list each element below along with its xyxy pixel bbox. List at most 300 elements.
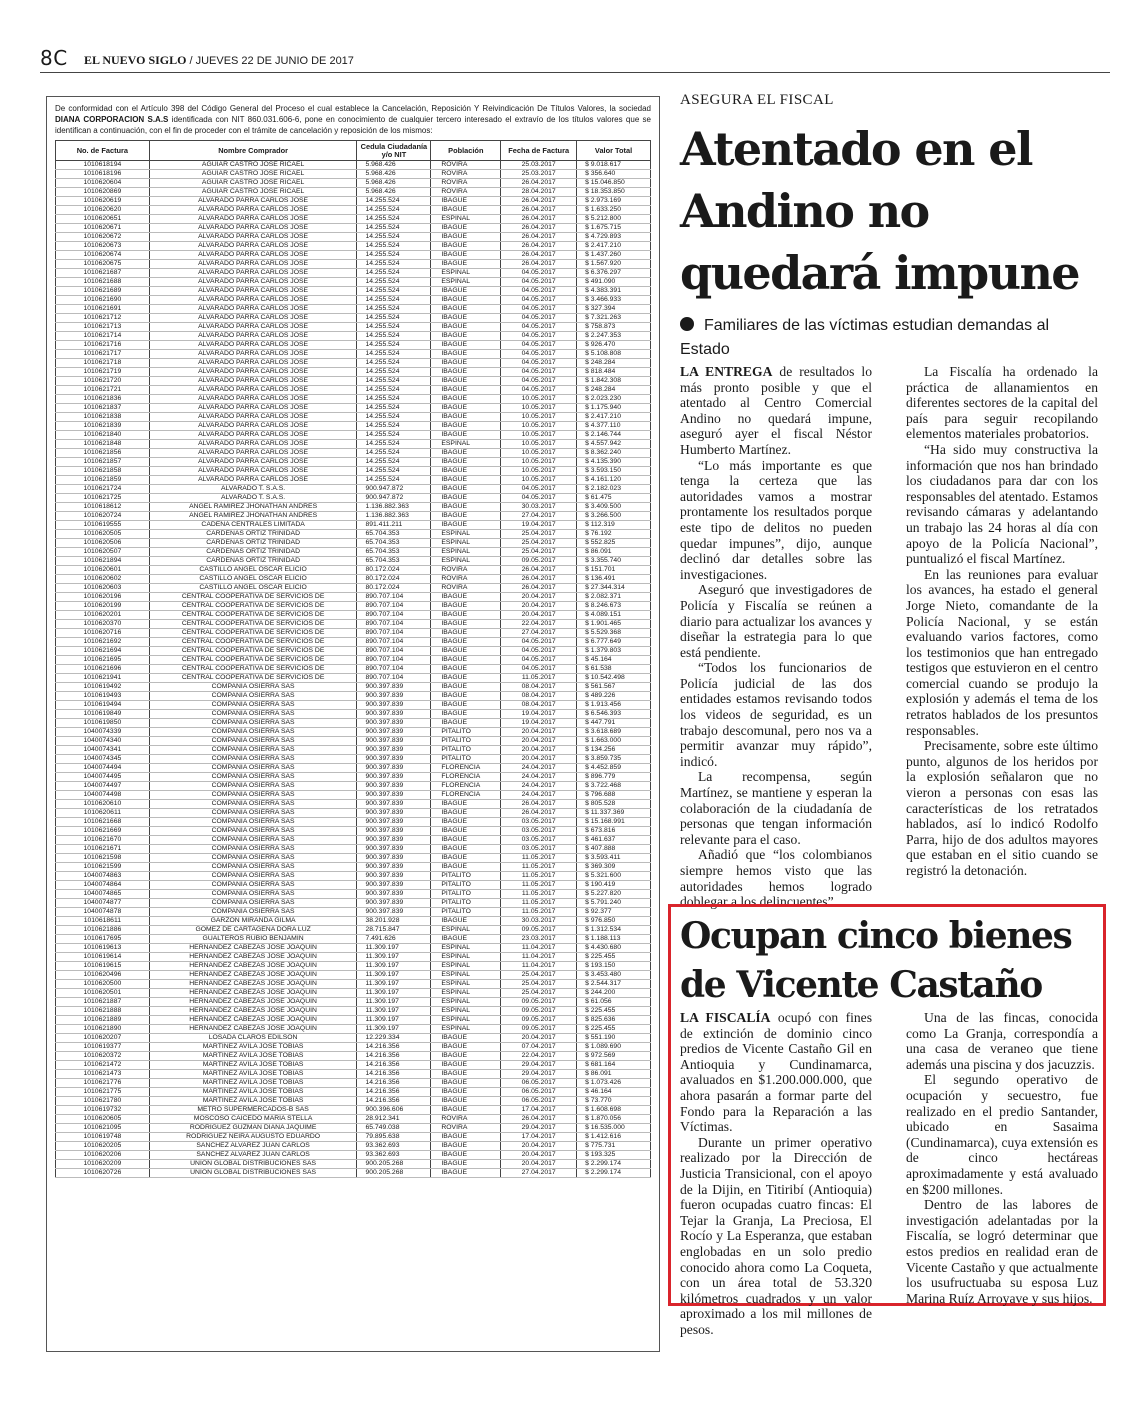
- cell-town: IBAGUE: [431, 692, 501, 701]
- cell-total-value: $ 8.246.673: [577, 602, 651, 611]
- cell-invoice-number: 1010621837: [56, 404, 150, 413]
- cell-invoice-date: 22.04.2017: [501, 620, 577, 629]
- cell-invoice-number: 1010621687: [56, 269, 150, 278]
- cell-town: IBAGUE: [431, 512, 501, 521]
- table-row: [56, 674, 651, 683]
- cell-town: IBAGUE: [431, 296, 501, 305]
- cell-buyer-name: MARTINEZ AVILA JOSE TOBIAS: [149, 1052, 357, 1061]
- cell-invoice-date: 04.05.2017: [501, 485, 577, 494]
- cell-invoice-date: 24.04.2017: [501, 773, 577, 782]
- cell-town: IBAGUE: [431, 1070, 501, 1079]
- table-row: [56, 296, 651, 305]
- cell-total-value: $ 1.073.426: [577, 1079, 651, 1088]
- cell-id-nit: 900.397.839: [357, 737, 431, 746]
- cell-total-value: $ 3.266.500: [577, 512, 651, 521]
- cell-buyer-name: COMPAÑIA OSIERRA SAS: [149, 791, 357, 800]
- cell-total-value: $ 86.091: [577, 548, 651, 557]
- cell-town: IBAGUE: [431, 359, 501, 368]
- table-row: [56, 179, 651, 188]
- cell-id-nit: 79.895.638: [357, 1133, 431, 1142]
- cell-total-value: $ 1.412.616: [577, 1133, 651, 1142]
- cell-buyer-name: MARTINEZ AVILA JOSE TOBIAS: [149, 1079, 357, 1088]
- cell-invoice-date: 10.05.2017: [501, 431, 577, 440]
- cell-id-nit: 11.309.197: [357, 971, 431, 980]
- cell-buyer-name: ALVARADO PARRA CARLOS JOSE: [149, 440, 357, 449]
- cell-invoice-number: 1010620206: [56, 1151, 150, 1160]
- cell-buyer-name: ALVARADO PARRA CARLOS JOSE: [149, 305, 357, 314]
- cell-buyer-name: COMPAÑIA OSIERRA SAS: [149, 836, 357, 845]
- table-row: [56, 602, 651, 611]
- cell-id-nit: 890.707.104: [357, 665, 431, 674]
- cell-town: IBAGUE: [431, 332, 501, 341]
- cell-invoice-date: 11.05.2017: [501, 863, 577, 872]
- cell-invoice-date: 09.05.2017: [501, 1016, 577, 1025]
- cell-id-nit: 891.411.211: [357, 521, 431, 530]
- cell-invoice-number: 1040074345: [56, 755, 150, 764]
- cell-total-value: $ 134.256: [577, 746, 651, 755]
- cell-total-value: $ 551.190: [577, 1034, 651, 1043]
- cell-id-nit: 890.707.104: [357, 593, 431, 602]
- cell-town: IBAGUE: [431, 611, 501, 620]
- cell-town: IBAGUE: [431, 710, 501, 719]
- cell-buyer-name: ALVARADO PARRA CARLOS JOSE: [149, 341, 357, 350]
- cell-invoice-date: 10.05.2017: [501, 467, 577, 476]
- cell-invoice-date: 20.04.2017: [501, 611, 577, 620]
- cell-id-nit: 93.362.693: [357, 1151, 431, 1160]
- table-row: [56, 305, 651, 314]
- cell-invoice-date: 20.04.2017: [501, 1142, 577, 1151]
- cell-town: IBAGUE: [431, 665, 501, 674]
- table-row: [56, 161, 651, 170]
- cell-buyer-name: COMPAÑIA OSIERRA SAS: [149, 728, 357, 737]
- cell-invoice-date: 29.04.2017: [501, 1124, 577, 1133]
- cell-id-nit: 14.255.524: [357, 287, 431, 296]
- cell-town: IBAGUE: [431, 287, 501, 296]
- cell-invoice-date: 29.04.2017: [501, 1061, 577, 1070]
- cell-town: ESPINAL: [431, 962, 501, 971]
- cell-id-nit: 14.255.524: [357, 467, 431, 476]
- cell-invoice-date: 25.04.2017: [501, 530, 577, 539]
- cell-id-nit: 7.491.626: [357, 935, 431, 944]
- cell-total-value: $ 1.675.715: [577, 224, 651, 233]
- cell-id-nit: 900.396.606: [357, 1106, 431, 1115]
- cell-invoice-number: 1010620726: [56, 1169, 150, 1178]
- cell-town: FLORENCIA: [431, 791, 501, 800]
- table-row: [56, 458, 651, 467]
- article2-column-2: [906, 1010, 1098, 1306]
- cell-invoice-number: 1010621714: [56, 332, 150, 341]
- table-row: [56, 503, 651, 512]
- cell-id-nit: 14.255.524: [357, 422, 431, 431]
- paragraph-text: Durante un primer operativo realizado por la Dirección de Justicia Transicional, con el apoyo de la Dijin, en Titiribí (Antioquia) fueron ocupadas cuatro fincas: El Tejar la Granja, La Preciosa, El Rocío y La Esperanza, que estaban englobadas en un solo predio conocido ahora como La Coqueta, con un área total de 53.320 kilómetros cuadrados y un valor aproximado a los mil millones de pesos.: [680, 1134, 872, 1337]
- cell-invoice-number: 1010620501: [56, 989, 150, 998]
- cell-invoice-date: 30.03.2017: [501, 917, 577, 926]
- cell-total-value: $ 489.226: [577, 692, 651, 701]
- cell-town: IBAGUE: [431, 458, 501, 467]
- cell-buyer-name: ANGEL RAMIREZ JHONATHAN ANDRES: [149, 503, 357, 512]
- cell-buyer-name: CENTRAL COOPERATIVA DE SERVICIOS DE: [149, 620, 357, 629]
- table-row: [56, 1151, 651, 1160]
- cell-id-nit: 900.397.839: [357, 791, 431, 800]
- table-row: [56, 1052, 651, 1061]
- paragraph: [680, 1010, 872, 1135]
- cell-invoice-number: 1040074497: [56, 782, 150, 791]
- table-row: [56, 566, 651, 575]
- cell-id-nit: 65.704.353: [357, 530, 431, 539]
- cell-buyer-name: ALVARADO PARRA CARLOS JOSE: [149, 449, 357, 458]
- cell-total-value: $ 561.567: [577, 683, 651, 692]
- cell-invoice-number: 1010621473: [56, 1070, 150, 1079]
- cell-total-value: $ 3.593.411: [577, 854, 651, 863]
- cell-id-nit: 14.255.524: [357, 323, 431, 332]
- cell-total-value: $ 896.779: [577, 773, 651, 782]
- cell-id-nit: 900.397.839: [357, 728, 431, 737]
- paragraph-text: El segundo operativo de ocupación y secuestro, fue realizado en el predio Santander, ubicado en Sasaima (Cundinamarca), cuya extensión es de cinco hectáreas aproximadamente y está avaluado en $200 millones.: [906, 1072, 1098, 1197]
- cell-invoice-date: 10.05.2017: [501, 413, 577, 422]
- cell-town: IBAGUE: [431, 422, 501, 431]
- cell-buyer-name: COMPAÑIA OSIERRA SAS: [149, 818, 357, 827]
- cell-invoice-date: 04.05.2017: [501, 332, 577, 341]
- cell-town: IBAGUE: [431, 818, 501, 827]
- cell-id-nit: 11.309.197: [357, 1025, 431, 1034]
- cell-buyer-name: COMPAÑIA OSIERRA SAS: [149, 890, 357, 899]
- table-row: [56, 647, 651, 656]
- cell-id-nit: 890.707.104: [357, 656, 431, 665]
- table-row: [56, 233, 651, 242]
- cell-invoice-number: 1010621894: [56, 557, 150, 566]
- paragraph-text: En las reuniones para evaluar los avances, ha estado el general Jorge Nieto, comandante de la Policía Nacional, y se están evaluando varios factores, como los testimonios que han entregado testigos que estuvieron en el centro comercial cuando se produjo la explosión y además el tema de los retratos hablados de los presuntos responsables.: [906, 566, 1098, 738]
- cell-total-value: $ 4.377.110: [577, 422, 651, 431]
- table-row: [56, 467, 651, 476]
- cell-buyer-name: ALVARADO T. S.A.S.: [149, 485, 357, 494]
- cell-buyer-name: MOSCOSO CAICEDO MARIA STELLA: [149, 1115, 357, 1124]
- cell-total-value: $ 225.455: [577, 953, 651, 962]
- table-row: [56, 1088, 651, 1097]
- table-row: [56, 395, 651, 404]
- cell-invoice-number: 1010620201: [56, 611, 150, 620]
- cell-invoice-date: 26.04.2017: [501, 242, 577, 251]
- cell-buyer-name: SANCHEZ ALVAREZ JUAN CARLOS: [149, 1142, 357, 1151]
- cell-town: ESPINAL: [431, 557, 501, 566]
- cell-invoice-date: 25.04.2017: [501, 989, 577, 998]
- table-row: [56, 917, 651, 926]
- cell-town: ROVIRA: [431, 575, 501, 584]
- headline-castano: Ocupan cinco bienes de Vicente Castaño: [680, 915, 1072, 1006]
- cell-id-nit: 14.255.524: [357, 386, 431, 395]
- cell-town: IBAGUE: [431, 386, 501, 395]
- cell-invoice-date: 06.05.2017: [501, 1088, 577, 1097]
- table-row: [56, 440, 651, 449]
- cell-id-nit: 14.255.524: [357, 332, 431, 341]
- table-row: [56, 1097, 651, 1106]
- cell-invoice-number: 1010621859: [56, 476, 150, 485]
- cell-town: ESPINAL: [431, 440, 501, 449]
- table-row: [56, 701, 651, 710]
- cell-invoice-number: 1010619613: [56, 944, 150, 953]
- legal-notice: [46, 96, 660, 1352]
- cell-total-value: $ 4.089.151: [577, 611, 651, 620]
- cell-buyer-name: HERNANDEZ CABEZAS JOSE JOAQUIN: [149, 971, 357, 980]
- cell-total-value: $ 3.409.500: [577, 503, 651, 512]
- table-row: [56, 404, 651, 413]
- cell-invoice-date: 20.04.2017: [501, 728, 577, 737]
- table-row: [56, 728, 651, 737]
- cell-town: IBAGUE: [431, 647, 501, 656]
- cell-buyer-name: MARTINEZ AVILA JOSE TOBIAS: [149, 1043, 357, 1052]
- paragraph-text: Dentro de las labores de investigación adelantadas por la Fiscalía, se logró determinar que estos predios en realidad eran de Vicente Castaño y que actualmente los usufructuaba su esposa Luz Marina Ruíz Arroyave y sus hijos.: [906, 1197, 1098, 1306]
- cell-total-value: $ 1.633.250: [577, 206, 651, 215]
- cell-invoice-date: 26.04.2017: [501, 800, 577, 809]
- cell-invoice-number: 1040074495: [56, 773, 150, 782]
- cell-town: ESPINAL: [431, 944, 501, 953]
- cell-invoice-date: 09.05.2017: [501, 998, 577, 1007]
- cell-id-nit: 5.968.426: [357, 179, 431, 188]
- cell-town: IBAGUE: [431, 1142, 501, 1151]
- cell-id-nit: 14.255.524: [357, 440, 431, 449]
- paragraph: [680, 458, 872, 583]
- cell-invoice-number: 1010621856: [56, 449, 150, 458]
- cell-invoice-number: 1040074865: [56, 890, 150, 899]
- cell-invoice-date: 26.04.2017: [501, 809, 577, 818]
- cell-total-value: $ 8.362.240: [577, 449, 651, 458]
- cell-invoice-date: 17.04.2017: [501, 1133, 577, 1142]
- cell-town: IBAGUE: [431, 251, 501, 260]
- table-row: [56, 431, 651, 440]
- cell-invoice-number: 1010621690: [56, 296, 150, 305]
- cell-invoice-date: 11.04.2017: [501, 962, 577, 971]
- cell-total-value: $ 193.150: [577, 962, 651, 971]
- company-name: DIANA CORPORACION S.A.S: [55, 115, 169, 124]
- table-row: [56, 521, 651, 530]
- table-row: [56, 611, 651, 620]
- paragraph-text: ocupó con fines de extinción de dominio cinco predios de Vicente Castaño Gil en Antioquia y Cundinamarca, avaluados en $1.200.000.000, que ahora pasarán a formar parte del Fondo para la Reparación a las Víctimas.: [680, 1010, 873, 1135]
- cell-id-nit: 14.255.524: [357, 377, 431, 386]
- notice-intro-text: De conformidad con el Artículo 398 del Código General del Proceso el cual establece la Cancelación, Reposición Y Reivindicación De Títulos Valores, la sociedad: [55, 104, 651, 113]
- cell-total-value: $ 136.491: [577, 575, 651, 584]
- cell-town: FLORENCIA: [431, 764, 501, 773]
- cell-id-nit: 900.397.839: [357, 881, 431, 890]
- cell-id-nit: 900.397.839: [357, 836, 431, 845]
- cell-buyer-name: METRO SUPERMERCADOS-B SAS: [149, 1106, 357, 1115]
- cell-total-value: $ 92.377: [577, 908, 651, 917]
- cell-town: IBAGUE: [431, 224, 501, 233]
- cell-buyer-name: COMPAÑIA OSIERRA SAS: [149, 719, 357, 728]
- cell-id-nit: 14.255.524: [357, 431, 431, 440]
- cell-id-nit: 11.309.197: [357, 962, 431, 971]
- cell-id-nit: 14.255.524: [357, 359, 431, 368]
- cell-invoice-date: 09.05.2017: [501, 1025, 577, 1034]
- cell-invoice-number: 1010618611: [56, 917, 150, 926]
- cell-total-value: $ 818.484: [577, 368, 651, 377]
- cell-id-nit: 14.255.524: [357, 269, 431, 278]
- cell-invoice-number: 1010620675: [56, 260, 150, 269]
- cell-total-value: $ 3.453.480: [577, 971, 651, 980]
- cell-invoice-number: 1010619492: [56, 683, 150, 692]
- cell-total-value: $ 225.455: [577, 1025, 651, 1034]
- cell-invoice-number: 1010621691: [56, 305, 150, 314]
- cell-invoice-date: 20.04.2017: [501, 1160, 577, 1169]
- cell-invoice-date: 20.04.2017: [501, 602, 577, 611]
- cell-total-value: $ 2.417.210: [577, 242, 651, 251]
- cell-invoice-number: 1010621669: [56, 827, 150, 836]
- cell-id-nit: 11.309.197: [357, 944, 431, 953]
- cell-total-value: $ 2.417.210: [577, 413, 651, 422]
- cell-id-nit: 93.362.693: [357, 1142, 431, 1151]
- cell-buyer-name: AGUIAR CASTRO JOSE RICAEL: [149, 179, 357, 188]
- cell-invoice-date: 10.05.2017: [501, 404, 577, 413]
- cell-invoice-number: 1010621857: [56, 458, 150, 467]
- cell-invoice-date: 25.03.2017: [501, 161, 577, 170]
- cell-total-value: $ 112.319: [577, 521, 651, 530]
- cell-town: IBAGUE: [431, 602, 501, 611]
- cell-town: PITALITO: [431, 899, 501, 908]
- table-row: [56, 485, 651, 494]
- cell-town: IBAGUE: [431, 935, 501, 944]
- cell-id-nit: 14.216.356: [357, 1052, 431, 1061]
- subheadline: [680, 314, 1100, 362]
- cell-town: IBAGUE: [431, 1088, 501, 1097]
- cell-invoice-number: 1010619493: [56, 692, 150, 701]
- cell-id-nit: 890.707.104: [357, 629, 431, 638]
- paragraph: [680, 847, 872, 909]
- cell-town: IBAGUE: [431, 1034, 501, 1043]
- paragraph-text: “Todos los funcionarios de Policía judicial de las dos entidades estamos revisando todos los videos de seguridad, es un trabajo descomunal, pero nos va a permitir avanzar muy rápido”, indicó.: [680, 660, 872, 769]
- cell-id-nit: 28.912.341: [357, 1115, 431, 1124]
- cell-buyer-name: ALVARADO PARRA CARLOS JOSE: [149, 197, 357, 206]
- cell-id-nit: 900.397.839: [357, 692, 431, 701]
- paragraph: [680, 364, 872, 458]
- cell-town: IBAGUE: [431, 314, 501, 323]
- cell-town: IBAGUE: [431, 854, 501, 863]
- table-row: [56, 755, 651, 764]
- cell-town: IBAGUE: [431, 323, 501, 332]
- cell-invoice-date: 04.05.2017: [501, 314, 577, 323]
- cell-invoice-number: 1010621840: [56, 431, 150, 440]
- cell-town: PITALITO: [431, 755, 501, 764]
- paragraph: [906, 364, 1098, 442]
- cell-buyer-name: ALVARADO PARRA CARLOS JOSE: [149, 386, 357, 395]
- cell-town: IBAGUE: [431, 476, 501, 485]
- cell-total-value: $ 356.640: [577, 170, 651, 179]
- cell-town: IBAGUE: [431, 701, 501, 710]
- cell-town: IBAGUE: [431, 836, 501, 845]
- table-row: [56, 548, 651, 557]
- cell-town: FLORENCIA: [431, 782, 501, 791]
- cell-id-nit: 65.749.038: [357, 1124, 431, 1133]
- cell-id-nit: 11.309.197: [357, 980, 431, 989]
- cell-invoice-date: 10.05.2017: [501, 395, 577, 404]
- cell-id-nit: 14.255.524: [357, 368, 431, 377]
- cell-buyer-name: ALVARADO PARRA CARLOS JOSE: [149, 368, 357, 377]
- cell-buyer-name: ALVARADO PARRA CARLOS JOSE: [149, 431, 357, 440]
- cell-buyer-name: ALVARADO PARRA CARLOS JOSE: [149, 224, 357, 233]
- cell-id-nit: 5.968.426: [357, 188, 431, 197]
- cell-invoice-number: 1010620602: [56, 575, 150, 584]
- table-row: [56, 1169, 651, 1178]
- cell-total-value: $ 1.567.920: [577, 260, 651, 269]
- cell-invoice-date: 25.04.2017: [501, 539, 577, 548]
- cell-town: IBAGUE: [431, 242, 501, 251]
- cell-invoice-date: 09.05.2017: [501, 926, 577, 935]
- table-row: [56, 710, 651, 719]
- cell-invoice-number: 1010620507: [56, 548, 150, 557]
- cell-buyer-name: COMPAÑIA OSIERRA SAS: [149, 881, 357, 890]
- notice-intro-text-2: identificada con NIT 860.031.606-6, pone en conocimiento de cualquier tercero interesado el extravío de los títulos valores que se identifican a continuación, con el fin de proceder con el trámite de cancelación y reposición de los mismos:: [55, 115, 652, 135]
- headline-andino: Atentado en el Andino no quedará impune: [680, 122, 1079, 300]
- cell-town: ESPINAL: [431, 1007, 501, 1016]
- cell-town: IBAGUE: [431, 1169, 501, 1178]
- cell-invoice-number: 1010621889: [56, 1016, 150, 1025]
- table-row: [56, 692, 651, 701]
- cell-invoice-date: 24.04.2017: [501, 764, 577, 773]
- table-row: [56, 998, 651, 1007]
- cell-buyer-name: CENTRAL COOPERATIVA DE SERVICIOS DE: [149, 602, 357, 611]
- cell-invoice-number: 1010620672: [56, 233, 150, 242]
- cell-id-nit: 14.255.524: [357, 350, 431, 359]
- cell-town: IBAGUE: [431, 620, 501, 629]
- table-row: [56, 1061, 651, 1070]
- cell-id-nit: 900.397.839: [357, 746, 431, 755]
- page-header: [40, 48, 1110, 72]
- cell-invoice-date: 08.04.2017: [501, 692, 577, 701]
- cell-invoice-date: 06.05.2017: [501, 1097, 577, 1106]
- cell-total-value: $ 3.355.740: [577, 557, 651, 566]
- issue-date: / JUEVES 22 DE JUNIO DE 2017: [189, 55, 354, 67]
- cell-invoice-number: 1010620496: [56, 971, 150, 980]
- cell-invoice-number: 1010621720: [56, 377, 150, 386]
- cell-id-nit: 890.707.104: [357, 611, 431, 620]
- cell-invoice-date: 10.05.2017: [501, 440, 577, 449]
- cell-town: IBAGUE: [431, 1052, 501, 1061]
- table-row: [56, 287, 651, 296]
- cell-town: IBAGUE: [431, 1106, 501, 1115]
- cell-invoice-number: 1010621599: [56, 863, 150, 872]
- table-row: [56, 359, 651, 368]
- cell-buyer-name: HERNANDEZ CABEZAS JOSE JOAQUIN: [149, 1007, 357, 1016]
- table-row: [56, 1160, 651, 1169]
- cell-invoice-number: 1010621848: [56, 440, 150, 449]
- cell-invoice-number: 1010620619: [56, 197, 150, 206]
- cell-buyer-name: ALVARADO PARRA CARLOS JOSE: [149, 206, 357, 215]
- cell-total-value: $ 61.538: [577, 665, 651, 674]
- cell-town: ESPINAL: [431, 989, 501, 998]
- cell-total-value: $ 11.337.369: [577, 809, 651, 818]
- cell-buyer-name: CASTILLO ANGEL OSCAR ELICIO: [149, 584, 357, 593]
- cell-buyer-name: COMPAÑIA OSIERRA SAS: [149, 872, 357, 881]
- table-row: [56, 782, 651, 791]
- table-row: [56, 512, 651, 521]
- cell-town: IBAGUE: [431, 449, 501, 458]
- cell-id-nit: 14.255.524: [357, 413, 431, 422]
- cell-total-value: $ 5.108.808: [577, 350, 651, 359]
- cell-town: IBAGUE: [431, 1160, 501, 1169]
- cell-total-value: $ 1.089.690: [577, 1043, 651, 1052]
- cell-total-value: $ 86.091: [577, 1070, 651, 1079]
- cell-total-value: $ 5.529.368: [577, 629, 651, 638]
- cell-total-value: $ 2.247.353: [577, 332, 651, 341]
- cell-buyer-name: CENTRAL COOPERATIVA DE SERVICIOS DE: [149, 593, 357, 602]
- cell-buyer-name: CASTILLO ANGEL OSCAR ELICIO: [149, 566, 357, 575]
- cell-buyer-name: ALVARADO PARRA CARLOS JOSE: [149, 323, 357, 332]
- cell-town: IBAGUE: [431, 413, 501, 422]
- header-invoice-number: No. de Factura: [56, 141, 150, 161]
- cell-invoice-date: 26.04.2017: [501, 584, 577, 593]
- table-row: [56, 242, 651, 251]
- cell-buyer-name: CENTRAL COOPERATIVA DE SERVICIOS DE: [149, 629, 357, 638]
- cell-invoice-number: 1010621725: [56, 494, 150, 503]
- cell-buyer-name: COMPAÑIA OSIERRA SAS: [149, 863, 357, 872]
- cell-town: IBAGUE: [431, 305, 501, 314]
